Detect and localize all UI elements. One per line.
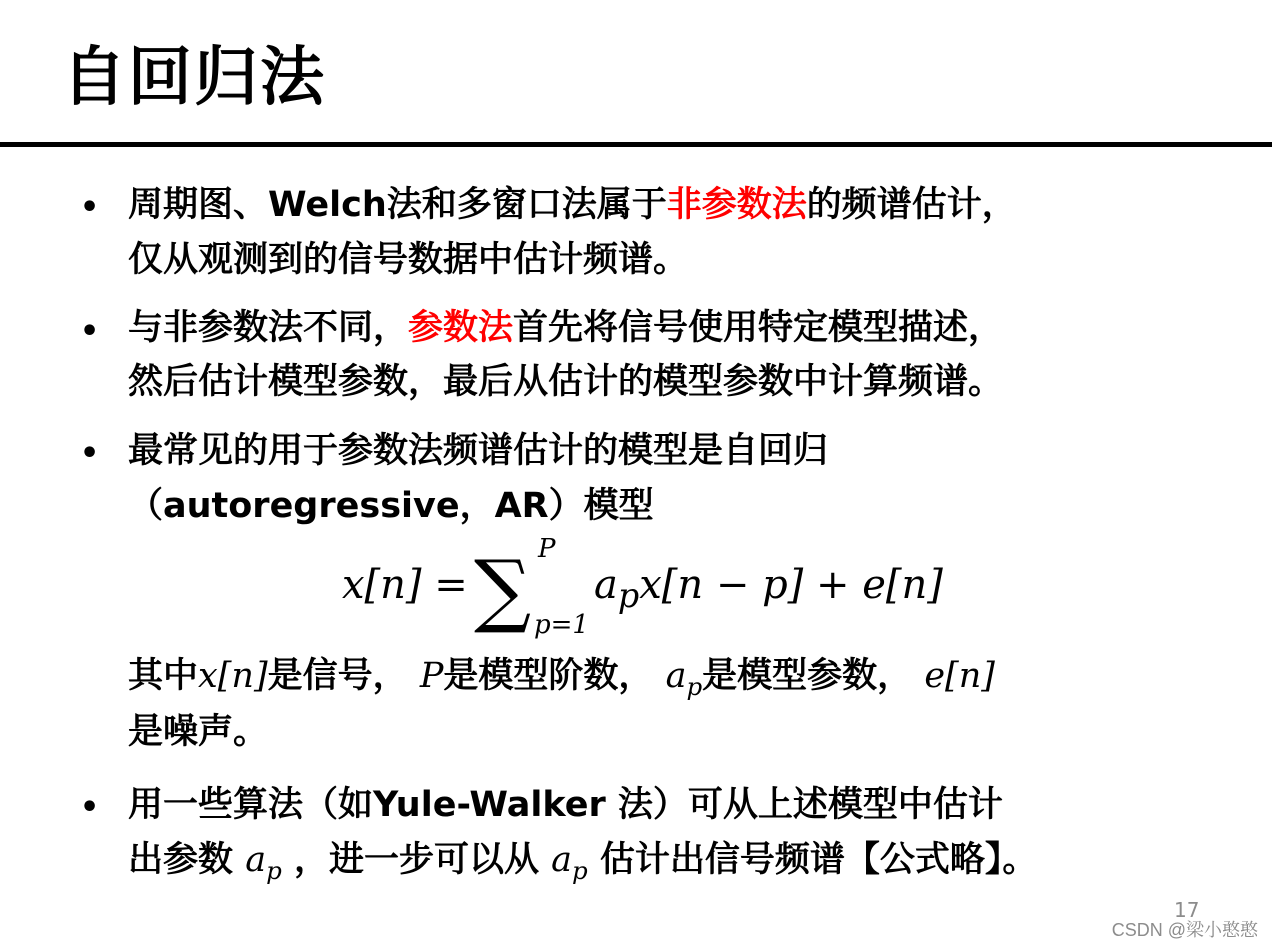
bullet1-text-post: 的频谱估计， xyxy=(806,185,1017,225)
bullet3-line2: （autoregressive，AR）模型 xyxy=(128,486,654,526)
bullet4-line1: 用一些算法（如Yule-Walker 法）可从上述模型中估计 xyxy=(128,785,1003,825)
explanation-text-2: 是信号， xyxy=(267,656,408,696)
summation-lower-limit: p=1 xyxy=(534,610,589,640)
math-ap-2 xyxy=(245,840,282,885)
bullet1-highlight: 非参数法 xyxy=(666,185,807,225)
csdn-watermark: CSDN @梁小憨憨 xyxy=(1111,920,1258,940)
bullet2-line2: 然后估计模型参数，最后从估计的模型参数中计算频谱。 xyxy=(128,362,1004,402)
math-xn: x[n] xyxy=(198,656,268,696)
math-ap-base: a xyxy=(665,656,687,696)
bullet4-text-2: ，进一步可以从 xyxy=(293,840,539,880)
bullet2-text-post: 首先将信号使用特定模型描述， xyxy=(513,308,1004,348)
bullet-marker-3: • xyxy=(80,436,100,471)
bullet-marker-2: • xyxy=(80,314,100,349)
math-en: e[n] xyxy=(924,656,995,696)
explanation-line2: 是噪声。 xyxy=(128,712,269,752)
formula-coef: a xyxy=(594,562,618,608)
math-ap2-base: a xyxy=(245,840,267,880)
explanation-text-4: 是模型参数， xyxy=(702,656,913,696)
bullet2-highlight: 参数法 xyxy=(408,308,514,348)
math-ap3-sub: p xyxy=(572,856,588,885)
bullet-marker-1: • xyxy=(80,190,100,225)
math-ap-3 xyxy=(551,840,588,885)
page-number: 17 xyxy=(1174,898,1200,922)
formula-rhs-rest: x[n − p] + e[n] xyxy=(639,562,943,608)
slide-title: 自回归法 xyxy=(62,41,326,115)
title-divider xyxy=(0,142,1272,147)
math-P: P xyxy=(419,656,444,696)
bullet2-text-pre: 与非参数法不同， xyxy=(128,308,409,348)
bullet4-text-1: 出参数 xyxy=(128,840,234,880)
explanation-text-3: 是模型阶数， xyxy=(443,656,654,696)
bullet3-line1: 最常见的用于参数法频谱估计的模型是自回归 xyxy=(128,431,829,471)
math-ap3-base: a xyxy=(551,840,573,880)
bullet4-line2 xyxy=(128,838,1037,893)
explanation-line1 xyxy=(128,654,995,709)
summation-upper-limit: P xyxy=(538,534,556,564)
bullet-marker-4: • xyxy=(80,790,100,825)
summation-symbol: ∑ xyxy=(474,543,532,636)
ar-model-formula xyxy=(342,534,943,640)
explanation-text-1: 其中 xyxy=(128,656,199,696)
bullet4-text-3: 估计出信号频谱【公式略】。 xyxy=(599,840,1038,880)
formula-lhs: x[n] = xyxy=(342,562,468,608)
formula-rhs xyxy=(594,562,943,615)
math-ap2-sub: p xyxy=(266,856,282,885)
math-ap-sub: p xyxy=(686,672,703,701)
bullet1-text-pre: 周期图、Welch法和多窗口法属于 xyxy=(128,185,667,225)
formula-coef-sub: p xyxy=(617,576,640,615)
math-ap xyxy=(665,656,703,701)
bullet2-line1 xyxy=(128,306,1003,350)
bullet1-line2: 仅从观测到的信号数据中估计频谱。 xyxy=(128,240,689,280)
bullet1-line1 xyxy=(128,183,1017,227)
